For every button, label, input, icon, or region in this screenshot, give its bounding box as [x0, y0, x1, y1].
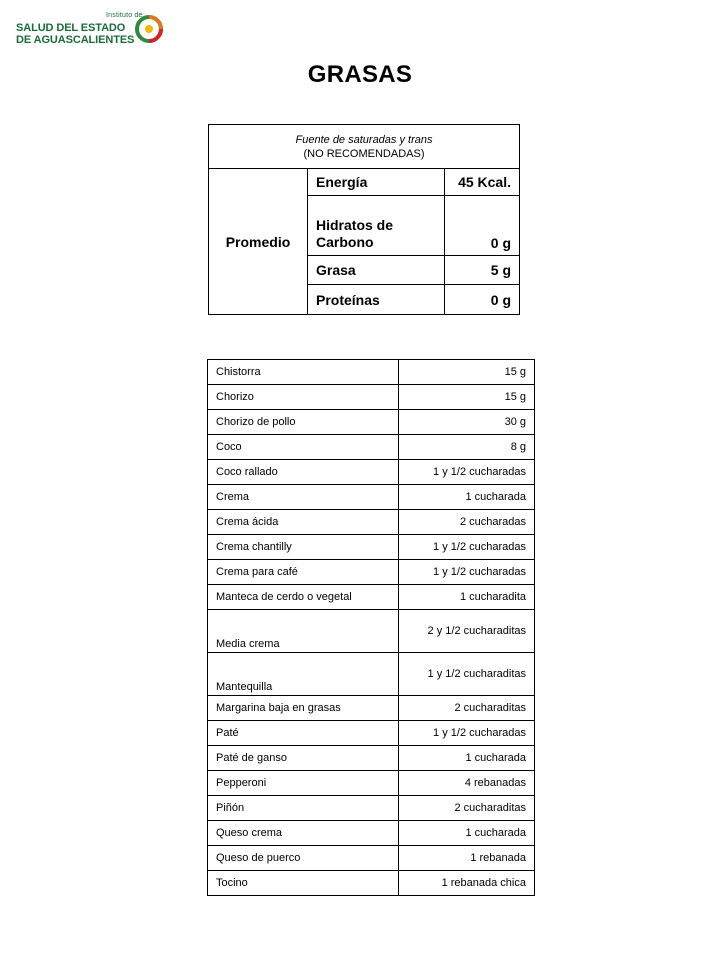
food-name: Coco [208, 435, 399, 460]
table-row [208, 796, 535, 821]
food-name: Paté [208, 721, 399, 746]
food-amount: 30 g [399, 410, 535, 435]
food-name: Piñón [208, 796, 399, 821]
food-name: Crema [208, 485, 399, 510]
food-amount: 1 y 1/2 cucharadas [399, 535, 535, 560]
table-row [208, 460, 535, 485]
table-row [208, 410, 535, 435]
food-name: Margarina baja en grasas [208, 696, 399, 721]
nutrient-fat-label: Grasa [308, 256, 445, 285]
nutrient-protein-label: Proteínas [308, 285, 445, 315]
nutrient-carbs-value: 0 g [445, 196, 520, 256]
table-row [208, 560, 535, 585]
food-amount: 1 cucharada [399, 821, 535, 846]
page-title: GRASAS [307, 61, 413, 88]
nutrient-energy-label: Energía [308, 169, 445, 196]
food-name: Media crema [208, 610, 399, 653]
table-row [208, 435, 535, 460]
nutrient-fat-value: 5 g [445, 256, 520, 285]
table-row [208, 485, 535, 510]
nutrition-summary-table [208, 124, 520, 315]
food-portions-table [207, 359, 535, 896]
nutrient-energy-value: 45 Kcal. [445, 169, 520, 196]
food-amount: 1 y 1/2 cucharadas [399, 560, 535, 585]
summary-heading-line-2: (NO RECOMENDADAS) [303, 147, 425, 160]
table-row [208, 721, 535, 746]
table-row [208, 385, 535, 410]
food-amount: 1 cucharada [399, 485, 535, 510]
food-name: Pepperoni [208, 771, 399, 796]
table-row [208, 696, 535, 721]
nutrient-carbs-label: Hidratos de Carbono [308, 196, 445, 256]
food-name: Manteca de cerdo o vegetal [208, 585, 399, 610]
food-name: Paté de ganso [208, 746, 399, 771]
food-name: Coco rallado [208, 460, 399, 485]
food-name: Queso de puerco [208, 846, 399, 871]
food-amount: 1 cucharadita [399, 585, 535, 610]
summary-heading-line-1: Fuente de saturadas y trans [295, 133, 433, 146]
logo-emblem-icon [134, 12, 164, 44]
food-amount: 1 rebanada chica [399, 871, 535, 896]
logo-institute-text: Instituto de [106, 12, 143, 19]
table-row [208, 535, 535, 560]
food-amount: 8 g [399, 435, 535, 460]
food-amount: 2 y 1/2 cucharaditas [399, 610, 535, 653]
table-row [208, 653, 535, 696]
food-amount: 1 y 1/2 cucharaditas [399, 653, 535, 696]
food-name: Mantequilla [208, 653, 399, 696]
logo-line-2: DE AGUASCALIENTES [16, 34, 135, 46]
summary-heading [209, 125, 520, 169]
food-name: Chorizo [208, 385, 399, 410]
food-name: Queso crema [208, 821, 399, 846]
table-row [208, 846, 535, 871]
table-row [208, 771, 535, 796]
nutrient-protein-value: 0 g [445, 285, 520, 315]
summary-row-label: Promedio [209, 169, 308, 315]
logo-line-1: SALUD DEL ESTADO [16, 22, 126, 34]
food-amount: 15 g [399, 360, 535, 385]
food-amount: 1 rebanada [399, 846, 535, 871]
table-row [208, 360, 535, 385]
table-row [208, 610, 535, 653]
institute-logo [16, 10, 166, 46]
table-row [208, 585, 535, 610]
food-name: Crema para café [208, 560, 399, 585]
food-amount: 2 cucharaditas [399, 696, 535, 721]
food-amount: 1 y 1/2 cucharadas [399, 460, 535, 485]
food-name: Tocino [208, 871, 399, 896]
food-name: Crema ácida [208, 510, 399, 535]
table-row [208, 871, 535, 896]
food-amount: 1 y 1/2 cucharadas [399, 721, 535, 746]
food-amount: 4 rebanadas [399, 771, 535, 796]
food-amount: 2 cucharaditas [399, 796, 535, 821]
food-name: Crema chantilly [208, 535, 399, 560]
food-amount: 2 cucharadas [399, 510, 535, 535]
food-amount: 1 cucharada [399, 746, 535, 771]
table-row [208, 510, 535, 535]
food-amount: 15 g [399, 385, 535, 410]
food-name: Chistorra [208, 360, 399, 385]
food-name: Chorizo de pollo [208, 410, 399, 435]
table-row [208, 746, 535, 771]
table-row [208, 821, 535, 846]
